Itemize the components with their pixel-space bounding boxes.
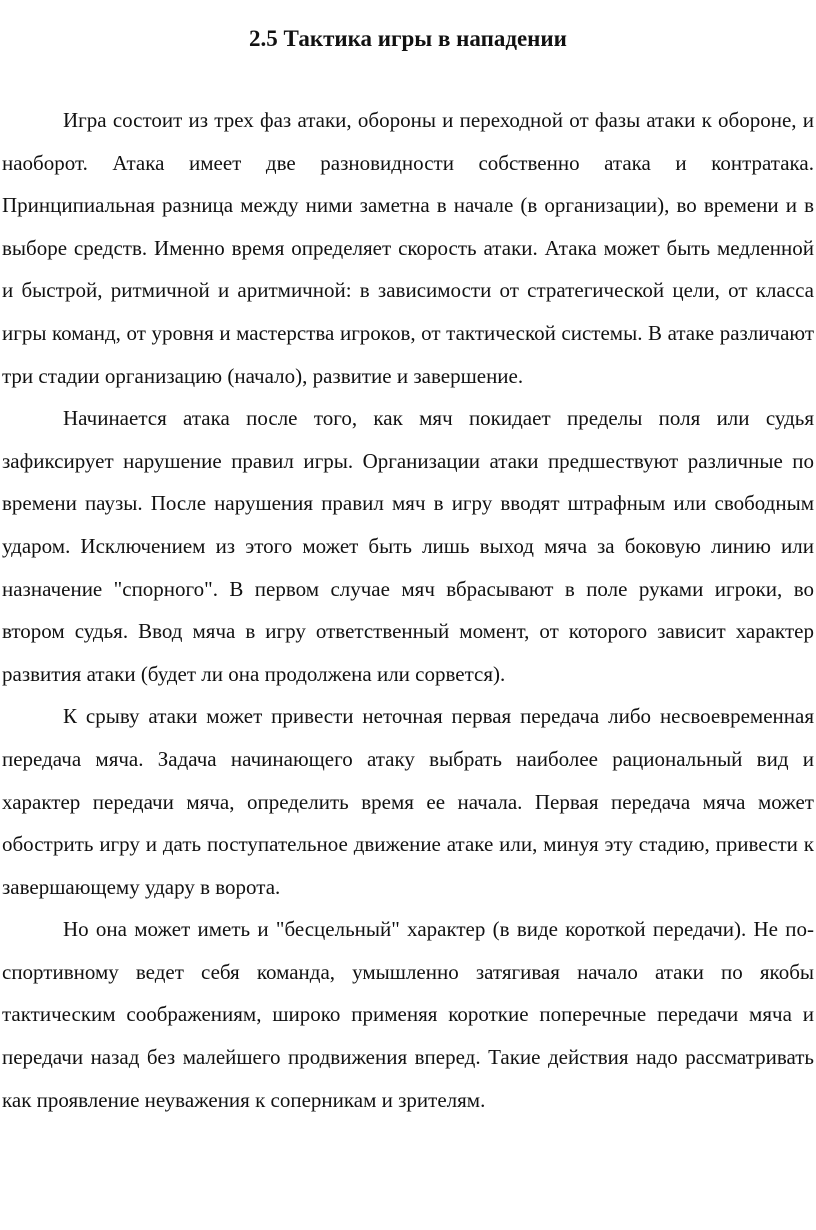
paragraph-first-pass: К срыву атаки может привести неточная первая передача либо несвоевременная передача мяча. Задача начинающего атаку выбрать наиболее рациональный вид и характер передачи мяча, определить время ее начала. Первая передача мяча может обострить игру и дать поступательное движение атаке или, минуя эту стадию, привести к завершающему удару в ворота. — [2, 704, 814, 899]
paragraph-phases-of-attack: Игра состоит из трех фаз атаки, обороны и переходной от фазы атаки к обороне, и наоборот. Атака имеет две разновидности собственно атака и контратака. Принципиальная разница между ними заметна в начале (в организации), во времени и в выборе средств. Именно время определяет скорость атаки. Атака может быть медленной и быстрой, ритмичной и аритмичной: в зависимости от стратегической цели, от класса игры команд, от уровня и мастерства игроков, от тактической системы. В атаке различают три стадии организацию (начало), развитие и завершение. — [2, 108, 814, 388]
paragraph-aimless-play: Но она может иметь и "бесцельный" характер (в виде короткой передачи). Не по-спортивному ведет себя команда, умышленно затягивая начало атаки по якобы тактическим соображениям, широко применяя короткие поперечные передачи мяча и передачи назад без малейшего продвижения вперед. Такие действия надо рассматривать как проявление неуважения к соперникам и зрителям. — [2, 917, 814, 1112]
paragraph-attack-start: Начинается атака после того, как мяч покидает пределы поля или судья зафиксирует нарушение правил игры. Организации атаки предшествуют различные по времени паузы. После нарушения правил мяч в игру вводят штрафным или свободным ударом. Исключением из этого может быть лишь выход мяча за боковую линию или назначение "спорного". В первом случае мяч вбрасывают в поле руками игроки, во втором судья. Ввод мяча в игру ответственный момент, от которого зависит характер развития атаки (будет ли она продолжена или сорвется). — [2, 406, 814, 686]
section-title: 2.5 Тактика игры в нападении — [249, 26, 567, 51]
